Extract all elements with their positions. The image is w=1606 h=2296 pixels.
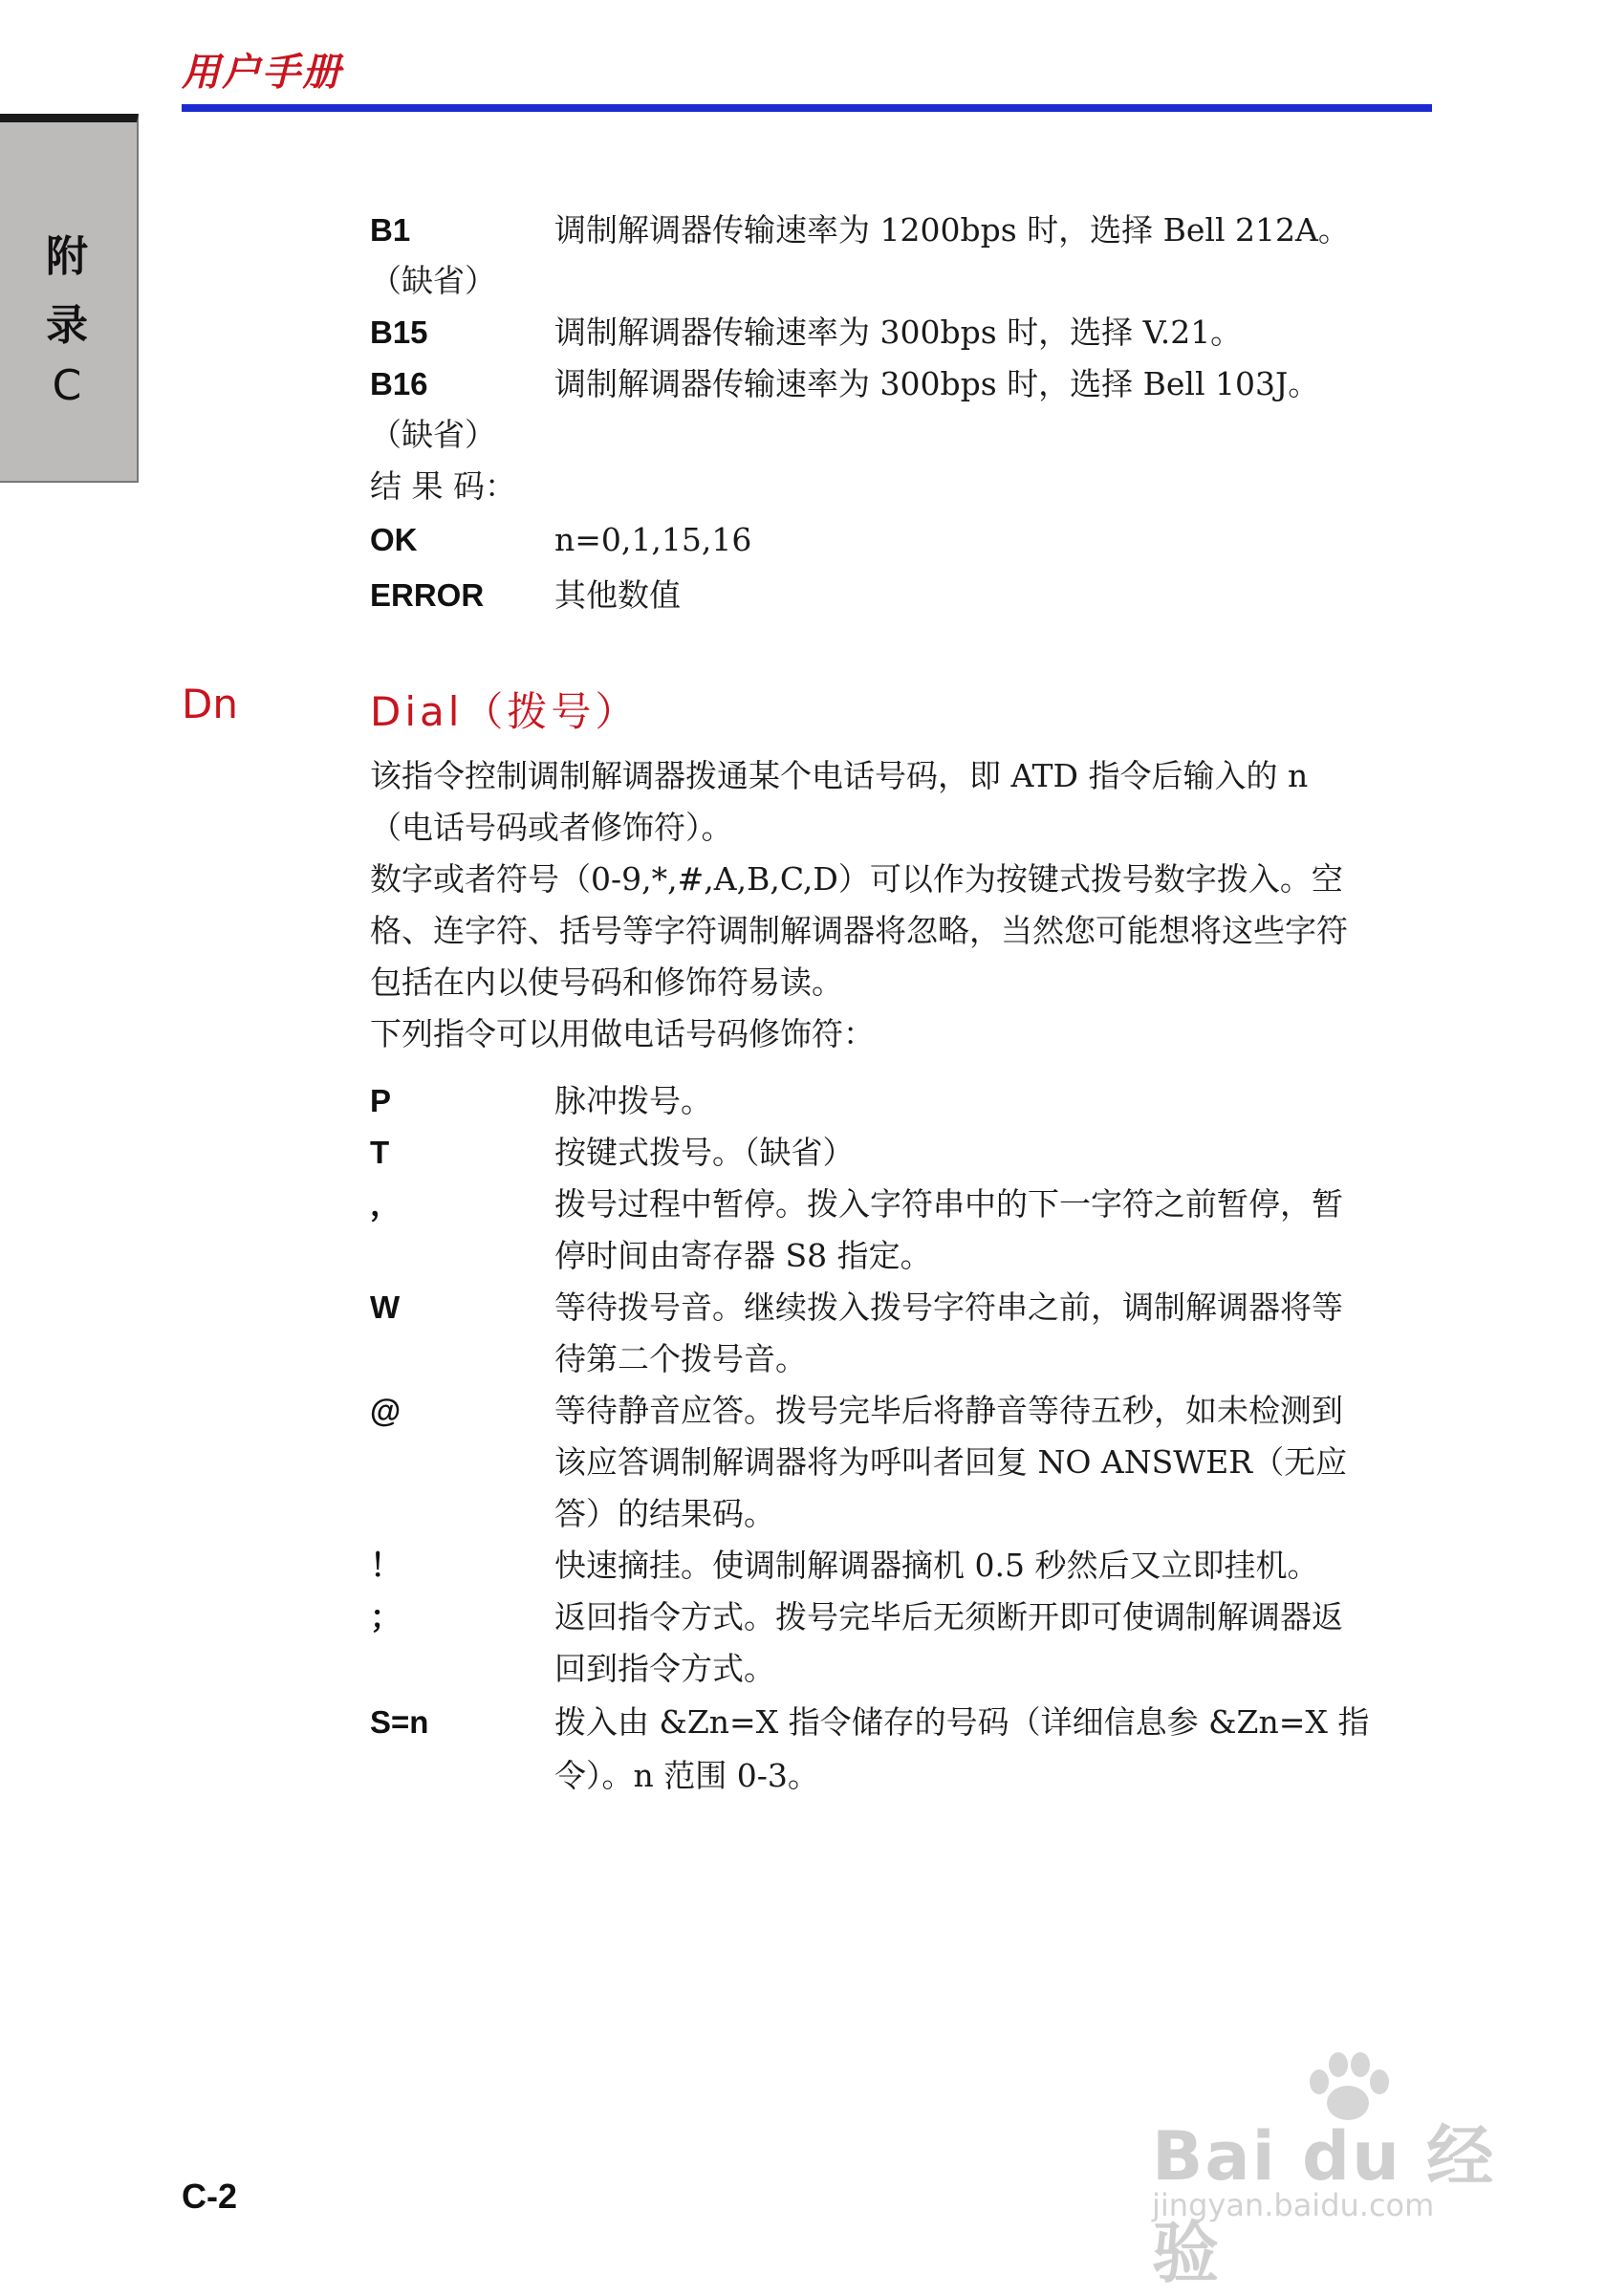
result-key-error: ERROR: [370, 577, 485, 613]
baud-key-b15: B15: [370, 314, 428, 350]
modifier-desc-s-n: 拨入由 &Zn=X 指令储存的号码（详细信息参 &Zn=X 指: [554, 1703, 1370, 1741]
baud-desc-b16: 调制解调器传输速率为 300bps 时，选择 Bell 103J。: [554, 365, 1320, 402]
baud-key-b1: B1: [370, 212, 411, 248]
result-desc-error: 其他数值: [554, 576, 681, 614]
page-number: C-2: [182, 2177, 238, 2216]
modifier-desc-at-cont: 该应答调制解调器将为呼叫者回复 NO ANSWER（无应: [554, 1443, 1348, 1481]
appendix-side-tab: [0, 114, 139, 483]
watermark-url: jingyan.baidu.com: [1152, 2187, 1435, 2223]
dial-para-line: 该指令控制调制解调器拨通某个电话号码，即 ATD 指令后输入的 n: [370, 757, 1309, 794]
side-tab-line1: 附: [46, 232, 88, 281]
baud-desc-b15: 调制解调器传输速率为 300bps 时，选择 V.21。: [554, 314, 1243, 351]
dial-para-line: 格、连字符、括号等字符调制解调器将忽略，当然您可能想将这些字符: [370, 912, 1348, 949]
modifier-desc-at-cont2: 答）的结果码。: [554, 1495, 775, 1532]
dial-para-line: （电话号码或者修饰符）。: [370, 809, 733, 846]
baud-note-default-1: （缺省）: [370, 262, 496, 299]
command-title-dial: Dial（拨号）: [370, 688, 640, 735]
baidu-watermark: [1152, 2046, 1534, 2292]
baud-note-default-2: （缺省）: [370, 416, 496, 453]
side-tab-line2: 录: [46, 301, 88, 350]
modifier-key-comma: ，: [370, 1186, 402, 1222]
modifier-desc-exclaim: 快速摘挂。使调制解调器摘机 0.5 秒然后又立即挂机。: [554, 1547, 1319, 1584]
modifier-key-semicolon: ；: [370, 1599, 402, 1635]
modifier-desc-comma: 拨号过程中暂停。拨入字符串中的下一字符之前暂停，暂: [554, 1185, 1343, 1223]
modifier-key-t: T: [370, 1135, 390, 1170]
result-desc-ok: n=0,1,15,16: [554, 521, 752, 558]
result-key-ok: OK: [370, 522, 418, 557]
side-tab-line3: C: [52, 361, 82, 410]
modifier-desc-p: 脉冲拨号。: [554, 1082, 712, 1119]
modifier-desc-s-n-cont: 令）。n 范围 0-3。: [554, 1757, 819, 1794]
baud-desc-b1: 调制解调器传输速率为 1200bps 时，选择 Bell 212A。: [554, 211, 1350, 249]
modifier-desc-w-cont: 待第二个拨号音。: [554, 1340, 807, 1377]
modifier-key-w: W: [370, 1289, 401, 1325]
dial-para-line: 数字或者符号（0-9,*,#,A,B,C,D）可以作为按键式拨号数字拨入。空: [370, 860, 1343, 898]
modifier-desc-w: 等待拨号音。继续拨入拨号字符串之前，调制解调器将等: [554, 1289, 1343, 1326]
dial-para-line: 包括在内以使号码和修饰符易读。: [370, 964, 843, 1001]
modifier-key-at: @: [370, 1393, 402, 1428]
modifier-desc-at: 等待静音应答。拨号完毕后将静音等待五秒，如未检测到: [554, 1392, 1343, 1429]
modifier-key-exclaim: ！: [370, 1548, 402, 1583]
modifier-desc-semicolon-cont: 回到指令方式。: [554, 1650, 775, 1687]
header-rule: [182, 104, 1432, 112]
modifier-desc-comma-cont: 停时间由寄存器 S8 指定。: [554, 1237, 932, 1274]
watermark-logo: Bai du 经验: [1152, 2117, 1496, 2292]
command-label-dn: Dn: [182, 681, 238, 727]
dial-para-line: 下列指令可以用做电话号码修饰符：: [370, 1015, 875, 1052]
modifier-desc-t: 按键式拨号。（缺省）: [554, 1134, 855, 1171]
modifier-key-s-n: S=n: [370, 1704, 429, 1740]
header-title: 用户手册: [182, 51, 342, 95]
result-code-label: 结 果 码：: [370, 467, 516, 505]
modifier-key-p: P: [370, 1083, 392, 1118]
baud-key-b16: B16: [370, 366, 428, 401]
modifier-desc-semicolon: 返回指令方式。拨号完毕后无须断开即可使调制解调器返: [554, 1598, 1343, 1635]
